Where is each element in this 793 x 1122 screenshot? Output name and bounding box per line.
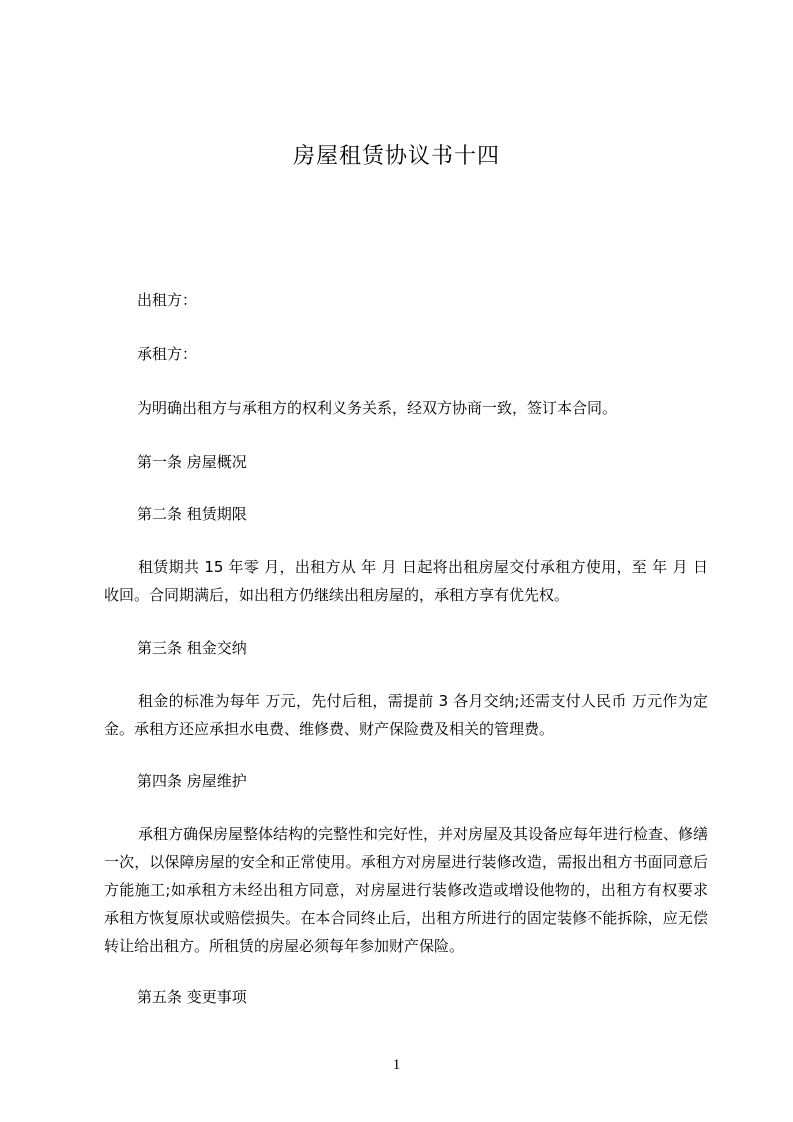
- article-2-body: 租赁期共 15 年零 月，出租方从 年 月 日起将出租房屋交付承租方使用，至 年 月 日收回。合同期满后，如出租方仍继续出租房屋的，承租方享有优先权。: [104, 558, 708, 604]
- article-2-heading: 第二条 租赁期限: [137, 505, 247, 523]
- article-1-heading: 第一条 房屋概况: [137, 453, 247, 471]
- article-4-body: 承租方确保房屋整体结构的完整性和完好性，并对房屋及其设备应每年进行检查、修缮一次，以保障房屋的安全和正常使用。承租方对房屋进行装修改造，需报出租方书面同意后方能施工;如承租方未经出租方同意，对房屋进行装修改造或增设他物的，出租方有权要求承租方恢复原状或赔偿损失。在本合同终止后，出租方所进行的固定装修不能拆除，应无偿转让给出租方。所租赁的房屋必须每年参加财产保险。: [104, 825, 709, 955]
- lessor-label: 出租方：: [137, 291, 198, 309]
- article-5-heading: 第五条 变更事项: [137, 988, 247, 1006]
- preamble: 为明确出租方与承租方的权利义务关系，经双方协商一致，签订本合同。: [137, 399, 618, 417]
- article-3-body: 租金的标准为每年 万元，先付后租，需提前 3 各月交纳;还需支付人民币 万元作为定金。承租方还应承担水电费、维修费、财产保险费及相关的管理费。: [104, 692, 708, 738]
- article-4-heading: 第四条 房屋维护: [137, 772, 247, 790]
- document-title: 房屋租赁协议书十四: [292, 144, 500, 169]
- lessee-label: 承租方：: [137, 345, 198, 363]
- page-number: 1: [392, 1057, 401, 1073]
- article-3-heading: 第三条 租金交纳: [137, 639, 247, 657]
